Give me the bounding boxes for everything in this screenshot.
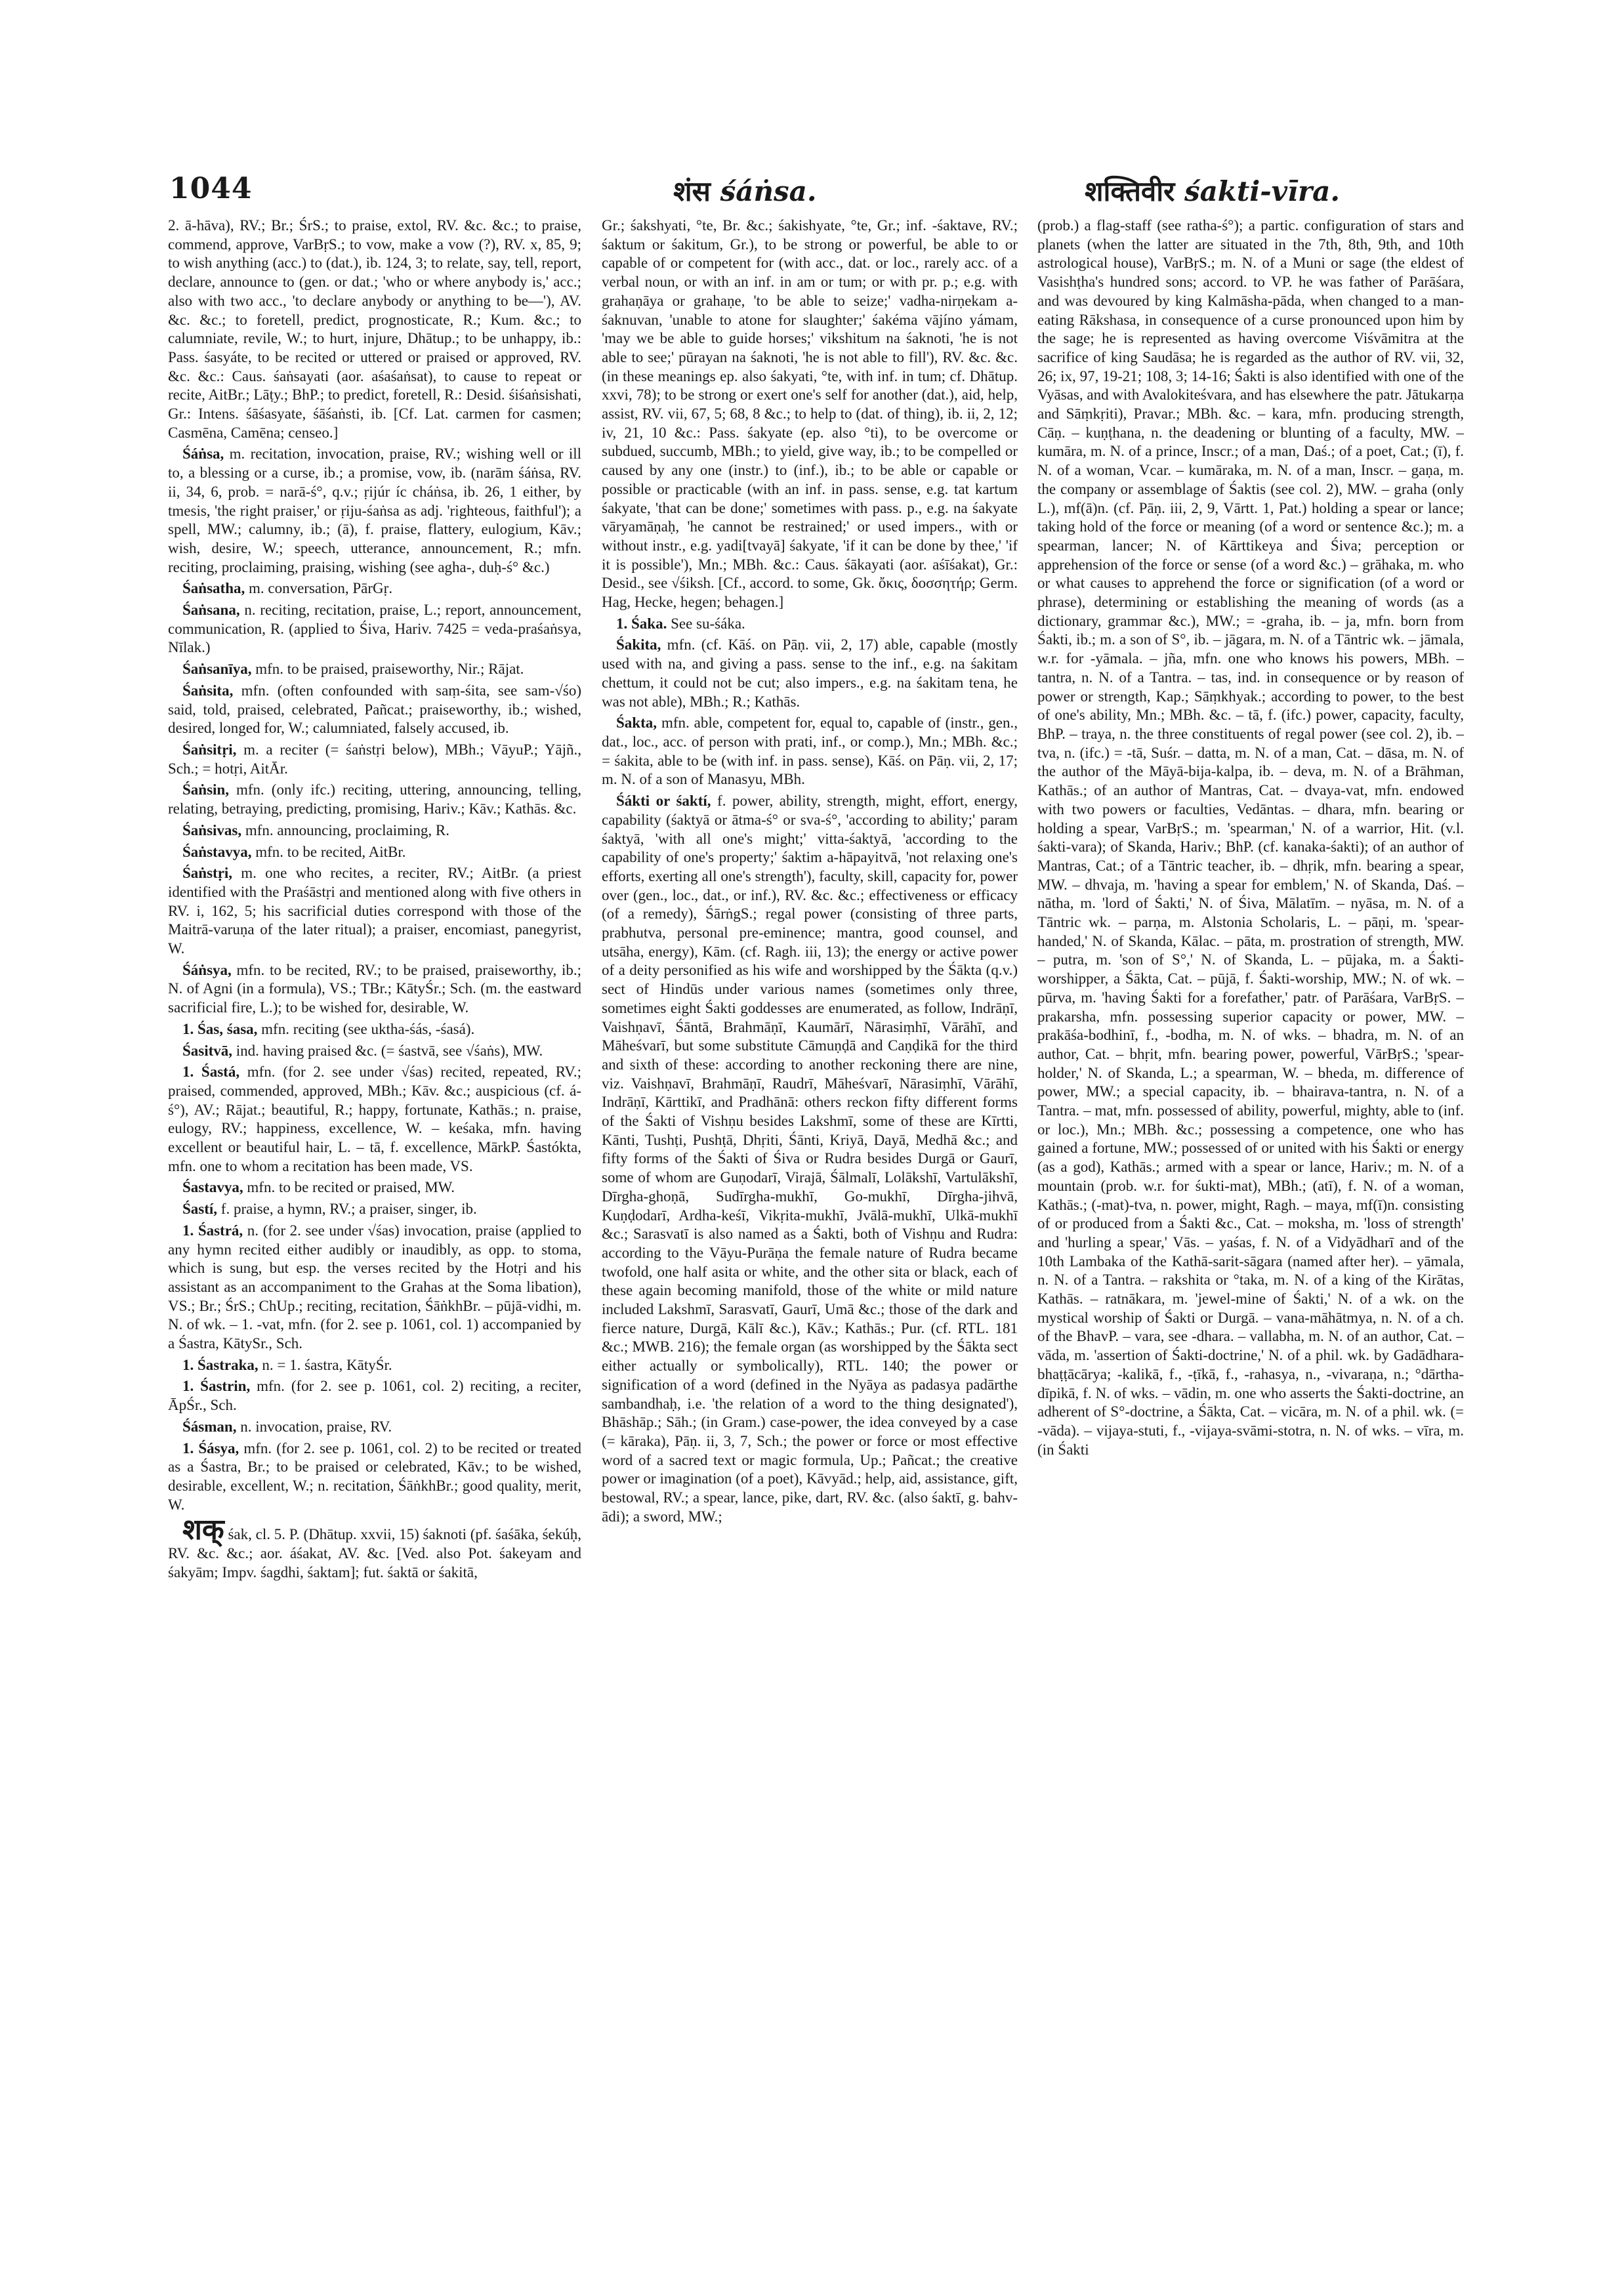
entry-text: n. = 1. śastra, KātyŚr. <box>258 1356 392 1373</box>
entry-text: f. power, ability, strength, might, effort, energy, capability (śaktyā or ātma-ś° or sva-ś°, 'according to ability;' param śaktyā, 'with all one's might;' vitta-śaktyā, 'according to the capability of one's property;' śaktim a-hāpayitvā, 'not relaxing one's efforts, exerting all one's strength'), faculty, skill, capacity for, power over (gen., loc., dat., or inf.), RV. &c. &c.; effectiveness or efficacy (of a remedy), ŚārṅgS.; regal power (consisting of three parts, prabhutva, personal pre-eminence; mantra, good counsel, and utsāha, energy), Kām. (cf. Ragh. iii, 13); the energy or active power of a deity personified as his wife and worshipped by the Śākta (q.v.) sect of Hindūs under various names (sometimes only three, sometimes eight Śakti goddesses are enumerated, as follow, Indrāṇī, Vaishṇavī, Śāntā, Brahmāṇī, Kaumārī, Nārasiṃhī, Vārāhī, and Māheśvarī, but some substitute Cāmuṇḍā and Caṇḍikā for the third and sixth of these: according to another reckoning there are nine, viz. Vaishṇavī, Brahmāṇī, Raudrī, Māheśvarī, Nārasiṃhī, Vārāhī, Indrāṇī, Kārttikī, and Pradhānā: others reckon fifty different forms of the Śakti of Vishṇu besides Lakshmī, some of these are Kīrtti, Kānti, Tushṭi, Pushṭā, Dhṛiti, Śānti, Kriyā, Dayā, Medhā &c.; and fifty forms of the Śakti of Śiva or Rudra besides Durgā or Gaurī, some of whom are Guṇodarī, Virajā, Śālmalī, Lolākshī, Vartulākshī, Dīrgha-ghoṇā, Sudīrgha-mukhī, Go-mukhī, Dīrgha-jihvā, Kuṇḍodarī, Ardha-keśī, Vikṛita-mukhī, Jvālā-mukhī, Ulkā-mukhī &c.; Sarasvatī is also named as a Śakti, both of Vishṇu and Rudra: according to the Vāyu-Purāṇa the female nature of Rudra became twofold, one half asita or white, and the other sita or black, each of these again becoming manifold, those of the white or mild nature included Lakshmī, Sarasvatī, Gaurī, Umā &c.; those of the dark and fierce nature, Durgā, Kālī &c.), Kāv.; Kathās.; Pur. (cf. RTL. 181 &c.; MWB. 216); the female organ (as worshipped by the Śākta sect either actually or symbolically), RTL. 140; the power or signification of a word (defined in the Nyāya as padasya padārthe sambandhaḥ, i.e. 'the relation of a word to the thing designated'), Bhāshāp.; Sāh.; (in Gram.) case-power, the idea conveyed by a case (= kāraka), Pāṇ. ii, 3, 7, Sch.; the power or force or most effective word of a sacred text or magic formula, Up.; Pañcat.; the creative power or imagination (of a poet), Kāvyād.; help, aid, assistance, gift, bestowal, RV.; a spear, lance, pike, dart, RV. &c. (also śaktī, g. bahv-ādi); a sword, MW.; <box>602 793 1018 1525</box>
continued-text <box>602 217 1018 612</box>
dictionary-entry <box>168 682 581 738</box>
headword: Śáṅsya, <box>182 961 232 978</box>
headword: Śaṅsitṛi, <box>182 741 237 758</box>
right-head-devanagari: शक्तिवीर <box>1085 175 1175 207</box>
column-2 <box>602 217 1018 2250</box>
dictionary-entry <box>168 445 581 577</box>
headword: Śaṅsivas, <box>182 821 242 838</box>
entry-text: m. recitation, invocation, praise, RV.; wishing well or ill to, a blessing or a curse, ib.; a promise, vow, ib. (narām śáṅsa, RV. ii, 34, 6, prob. = narā-ś°, q.v.; ṛijúr íc cháṅsa, ib. 26, 1 either, by tmesis, 'the right praiser,' or ṛiju-śaṅsa as adj. 'righteous, faithful'); a spell, MW.; calumny, ib.; (ā), f. praise, flattery, eulogium, Kāv.; wish, desire, W.; speech, utterance, announcement, R.; mfn. reciting, proclaiming, praising, wishing (see agha-, duḥ-ś° &c.) <box>168 445 581 575</box>
entry-text: mfn. reciting (see uktha-śás, -śasá). <box>257 1020 475 1037</box>
entry-text: (prob.) a flag-staff (see ratha-ś°); a partic. configuration of stars and planets (when the latter are situated in the 7th, 8th, 9th, and 10th astrological house), VarBṛS.; m. N. of a Muni or sage (the eldest of Vasishṭha's hundred sons; accord. to VP. he was father of Parāśara, and was devoured by king Kalmāsha-pāda, when changed to a man-eating Rākshasa, in consequence of a curse pronounced upon him by the sage; he is represented as having overcome Viśvāmitra at the sacrifice of king Saudāsa; he is regarded as the author of RV. vii, 32, 26; ix, 97, 19-21; 108, 3; 14-16; Śakti is also identified with one of the Vyāsas, and with Avalokiteśvara, and has elsewhere the patr. Jātukarṇa and Sāṃkṛiti), Pravar.; MBh. &c. – kara, mfn. producing strength, Cāṇ. – kuṇṭhana, n. the deadening or blunting of a faculty, MW. – kumāra, m. N. of a prince, Inscr.; of a man, Daś.; of a poet, Cat.; (ī), f. N. of a woman, Vcar. – kumāraka, m. N. of a man, Inscr. – gaṇa, m. the company or assemblage of Śaktis (see col. 2), MW. – graha (only L.), mf(ā)n. (cf. Pāṇ. iii, 2, 9, Vārtt. 1, Pat.) holding a spear or lance; taking hold of the force or meaning (of a word or sentence &c.); m. a spearman, lancer; N. of Kārttikeya and Śiva; perception or apprehension of the force or sense (of a word &c.) – grāhaka, m. who or what causes to apprehend the force or signification (of a word or phrase), determining or establishing the meaning of words (as a dictionary, grammar &c.), MW.; = -graha, ib. – ja, mfn. born from Śakti, ib.; m. a son of S°, ib. – jāgara, m. N. of a Tāntric wk. – jāmala, w.r. for -yāmala. – jña, mfn. one who knows his powers, MBh. – tantra, n. N. of a Tantra. – tas, ind. in consequence or by reason of power or strength, Kap.; Sāṃkhyak.; according to power, to the best of one's ability, Mn.; MBh. &c. – tā, f. (ifc.) power, capacity, faculty, BhP. – traya, n. the three constituents of regal power (see col. 2), ib. – tva, n. (ifc.) = -tā, Suśr. – datta, m. N. of a man, Cat. – dāsa, m. N. of the author of the Māyā-bija-kalpa, ib. – deva, m. N. of a Brāhman, Kathās.; of an author of Mantras, Cat. – dvaya-vat, mfn. endowed with two powers or faculties, Vedāntas. – dhara, mfn. bearing or holding a spear, VarBṛS.; m. 'spearman,' N. of a warrior, Hit. (v.l. śakti-vara); of Skanda, Hariv.; BhP. (cf. kanaka-śakti); of an author of Mantras, Cat.; of a Tāntric teacher, ib. – dhṛik, mfn. bearing a spear, MW. – dhvaja, m. 'having a spear for emblem,' N. of Skanda, Daś. – nātha, m. 'lord of Śakti,' N. of Śiva, Mālatīm. – nyāsa, m. N. of a Tāntric wk. – parṇa, m. Alstonia Scholaris, L. – pāṇi, m. 'spear-handed,' N. of Skanda, Kālac. – pāta, m. prostration of strength, MW. – putra, m. 'son of S°,' N. of Skanda, L. – pūjaka, m. a Śakti-worshipper, a Śākta, Cat. – pūjā, f. Śakti-worship, MW.; N. of wk. – pūrva, m. 'having Śakti for a forefather,' patr. of Parāśara, VarBṛS. – prakarsha, mfn. possessing superior capacity or power, MW. – prakāśa-bodhinī, f., -bodha, m. N. of wks. – bhadra, m. N. of an author, Cat. – bhṛit, mfn. bearing power, powerful, VārBṛS.; 'spear-holder,' N. of Skanda, L.; a spearman, W. – bheda, m. difference of power, MW.; a special capacity, ib. – bhairava-tantra, n. N. of a Tantra. – mat, mfn. possessed of ability, powerful, mighty, able to (inf. or loc.), Mn.; MBh. &c.; possessing a competence, one who has gained a fortune, MW.; possessed of or united with his Śakti or energy (as a god), Kathās.; armed with a spear or lance, Hariv.; m. N. of a mountain (prob. w.r. for śukti-mat), MBh.; (atī), f. N. of a woman, Kathās.; (-mat)-tva, n. power, might, Ragh. – maya, mf(ī)n. consisting of or produced from a Śakti &c., Cat. – moksha, m. 'loss of strength' and 'hurling a spear,' Vās. – yaśas, f. N. of a Vidyādharī and of the 10th Lambaka of the Kathā-sarit-sāgara (named after her). – yāmala, n. N. of a Tantra. – rakshita or °taka, m. N. of a king of the Kirātas, Kathās. – ratnākara, m. 'jewel-mine of Śakti,' N. of a wk. on the mystical worship of Śakti or Durgā. – vana-māhātmya, n. N. of a ch. of the BhavP. – vara, see -dhara. – vallabha, m. N. of an author, Cat. – vāda, m. 'assertion of Śakti-doctrine,' N. of a phil. wk. by Gadādhara-bhaṭṭācārya; -kalikā, f., -ṭīkā, f., -rahasya, n., -vivaraṇa, n.; °dārtha-dīpikā, f. N. of wks. – vādin, m. one who asserts the Śakti-doctrine, an adherent of S°-doctrine, a Śākta, Cat. – vicāra, m. N. of a phil. wk. (= -vāda). – vijaya-stuti, f., -vijaya-svāmi-stotra, n. N. of wks. – vīra, m. (in Śakti <box>1037 217 1464 1458</box>
entry-text: mfn. to be recited, AitBr. <box>251 843 406 860</box>
dictionary-entry <box>168 961 581 1018</box>
headword: 1. Śastá, <box>182 1064 240 1081</box>
right-running-head <box>1085 172 1340 209</box>
dictionary-entry <box>168 821 581 840</box>
entry-text: See su-śáka. <box>667 615 745 632</box>
dictionary-entry <box>168 741 581 778</box>
entry-text: Gr.; śakshyati, °te, Br. &c.; śakishyate, °te, Gr.; inf. -śaktave, RV.; śaktum or śakitum, Gr.), to be strong or powerful, be able to or capable of or competent for (with acc., dat. or loc., rarely acc. of a verbal noun, or with an inf. in am or tum; or with pr. p.; e.g. with grahaṇāya or grahaṇe, 'to be able to seize;' vadha-nirṇekam a-śaknuvan, 'unable to atone for slaughter;' śakéma vājíno yámam, 'may we be able to guide horses;' vikshitum na śaknoti, 'he is not able to see;' pūrayan na śaknoti, 'he is not able to fill'), RV. &c. &c. (in these meanings ep. also śakyati, °te, with inf. in tum; cf. Dhātup. xxvi, 78); to be strong or exert one's self for another (dat.), aid, help, assist, RV. vii, 67, 5; 68, 8 &c.; to help to (dat. of thing), ib. ii, 2, 12; iv, 21, 10 &c.: Pass. śakyate (ep. also °ti), to be overcome or subdued, succumb, MBh.; to yield, give way, ib.; to be compelled or caused by any one (instr.) to (inf.), ib.; to be able or capable or possible or practicable (with an inf. in pass. sense, e.g. tat kartum śakyate, 'that can be done;' sometimes with pass. p., e.g. na śakyate vāryamāṇaḥ, 'he cannot be restrained;' or used impers., with or without instr., e.g. yadi[tvayā] śakyate, 'if it can be done by thee,' 'if it is possible'), Mn.; MBh. &c.: Caus. śākayati (aor. aśīśakat), Gr.: Desid., see √śiksh. [Cf., accord. to some, Gk. ὄκις, δοσσητήρ; Germ. Hag, Hecke, hegen; behagen.] <box>602 217 1018 611</box>
entry-text: m. conversation, PārGṛ. <box>245 580 393 597</box>
dictionary-entry <box>168 1439 581 1515</box>
dictionary-entry <box>602 792 1018 1526</box>
headword: 1. Śásya, <box>182 1439 239 1457</box>
dictionary-entry <box>168 660 581 679</box>
headword: Śaṅsanīya, <box>182 661 252 678</box>
dictionary-entry <box>168 1178 581 1197</box>
dictionary-entry <box>168 781 581 818</box>
entry-text: m. a reciter (= śaṅstṛi below), MBh.; VāyuP.; Yājñ., Sch.; = hotṛi, AitĀr. <box>168 741 581 777</box>
dictionary-entry <box>602 714 1018 789</box>
dictionary-entry <box>168 1514 581 1582</box>
headword: Śasitvā, <box>182 1042 233 1059</box>
column-3 <box>1037 217 1464 2250</box>
entry-text: mfn. to be praised, praiseworthy, Nir.; Rājat. <box>251 661 524 678</box>
dictionary-entry <box>168 1377 581 1415</box>
dictionary-entry <box>168 601 581 657</box>
entry-text: mfn. (for 2. see p. 1061, col. 2) to be recited or treated as a Śastra, Br.; to be praised or celebrated, Kāv.; to be wished, desirable, excellent, W.; n. recitation, ŚāṅkhBr.; good quality, merit, W. <box>168 1439 581 1513</box>
entry-text: mfn. (often confounded with saṃ-śita, see sam-√śo) said, told, praised, celebrated, Pañcat.; praiseworthy, ib.; wished, desired, longed for, W.; calumniated, falsely accused, ib. <box>168 682 581 737</box>
entry-text: 2. ā-hāva), RV.; Br.; ŚrS.; to praise, extol, RV. &c. &c.; to praise, commend, approve, VarBṛS.; to vow, make a vow (?), RV. x, 85, 9; to wish anything (acc.) to (dat.), ib. 124, 3; to relate, say, tell, report, declare, announce to (gen. or dat.; 'who or where anybody is,' acc.; also with two acc., 'to declare anybody or anything to be—'), AV. &c. &c.; to foretell, predict, prognosticate, R.; Kum. &c.; to calumniate, revile, W.; to hurt, injure, Dhātup.; to be unhappy, ib.: Pass. śasyáte, to be recited or uttered or praised or approved, RV. &c. &c.: Caus. śaṅsayati (aor. aśaśaṅsat), to cause to repeat or recite, AitBr.; Lāṭy.; BhP.; to predict, foretell, R.: Desid. śiśaṅsishati, Gr.: Intens. śāśasyate, śāśaṅsti, ib. [Cf. Lat. carmen for casmen; Casmēna, Camēna; censeo.] <box>168 217 581 441</box>
headword: Śáṅsa, <box>182 445 224 463</box>
dictionary-entry <box>168 864 581 959</box>
headword: शक् <box>182 1514 224 1546</box>
headword: Śaṅsatha, <box>182 580 245 597</box>
headword: 1. Śaka. <box>616 615 667 632</box>
headword: Śastí, <box>182 1201 218 1218</box>
dictionary-entry <box>168 1042 581 1061</box>
headword: Śaṅstavya, <box>182 843 252 860</box>
entry-text: mfn. to be recited, RV.; to be praised, praiseworthy, ib.; N. of Agni (in a formula), VS.; TBr.; KātyŚr.; Sch. (m. the eastward sacrificial fire, L.); to be wished for, desirable, W. <box>168 961 581 1016</box>
entry-text: mfn. able, competent for, equal to, capable of (instr., gen., dat., loc., acc. of person with prati, inf., or comp.), Mn.; MBh. &c.; = śakita, able to be (with inf. in pass. sense), Kāś. on Pāṇ. vii, 2, 17; m. N. of a son of Manasyu, MBh. <box>602 714 1018 788</box>
headword: Śaṅsita, <box>182 682 234 699</box>
left-head-roman: śáṅsa. <box>720 175 817 207</box>
headword: Śaṅstṛi, <box>182 865 233 882</box>
entry-text: mfn. (for 2. see under √śas) recited, repeated, RV.; praised, commended, approved, MBh.; Kāv. &c.; auspicious (cf. á-ś°), AV.; Rājat.; beautiful, R.; happy, fortunate, Kathās.; n. praise, eulogy, RV.; happiness, excellence, W. – keśaka, mfn. having excellent or beautiful hair, L. – tā, f. excellence, MārkP. Śastókta, mfn. one to whom a recitation has been made, VS. <box>168 1064 581 1174</box>
entry-text: śak, cl. 5. P. (Dhātup. xxvii, 15) śaknoti (pf. śaśāka, śekúḥ, RV. &c. &c.; aor. áśakat, AV. &c. [Ved. also Pot. śakeyam and śakyām; Impv. śagdhi, śaktam]; fut. śaktā or śakitā, <box>168 1526 581 1581</box>
dictionary-entry <box>168 579 581 598</box>
page-header <box>169 172 1462 211</box>
entry-text: mfn. to be recited or praised, MW. <box>243 1179 455 1196</box>
dictionary-entry <box>602 636 1018 711</box>
dictionary-entry <box>168 1356 581 1375</box>
headword: Śakita, <box>616 636 661 653</box>
dictionary-entry <box>168 1222 581 1354</box>
dictionary-entry <box>168 1200 581 1219</box>
headword: Śásman, <box>182 1418 237 1435</box>
entry-text: m. one who recites, a reciter, RV.; AitBr. (a priest identified with the Praśāstṛi and mentioned along with five others in RV. i, 162, 5; his sacrificial duties correspond with those of the Maitrā-varuṇa of the later ritual); a praiser, encomiast, panegyrist, W. <box>168 865 581 957</box>
entry-text: n. invocation, praise, RV. <box>236 1418 392 1435</box>
entry-text: n. (for 2. see under √śas) invocation, praise (applied to any hymn recited either audibly or inaudibly, as opp. to stoma, which is sung, but esp. the verses recited by the Hotṛi and his assistant as an accompaniment to the Grahas at the Soma libation), VS.; Br.; ŚrS.; ChUp.; reciting, recitation, ŚāṅkhBr. – pūjā-vidhi, m. N. of wk. – 1. -vat, mfn. (for 2. see p. 1061, col. 1) accompanied by a Śastra, KātySr., Sch. <box>168 1222 581 1352</box>
right-head-roman: śakti-vīra. <box>1184 175 1341 207</box>
dictionary-entry <box>602 615 1018 634</box>
entry-text: mfn. (only ifc.) reciting, uttering, announcing, telling, relating, betraying, predicting, promising, Hariv.; Kāv.; Kathās. &c. <box>168 781 581 817</box>
entry-text: n. reciting, recitation, praise, L.; report, announcement, communication, R. (applied to Śiva, Hariv. 7425 = veda-praśaṅsya, Nīlak.) <box>168 602 581 656</box>
headword: Śastavya, <box>182 1179 243 1196</box>
continued-text <box>1037 217 1464 1459</box>
headword: 1. Śastraka, <box>182 1356 259 1373</box>
headword: Śakta, <box>616 714 657 732</box>
headword: 1. Śas, śasa, <box>182 1020 258 1037</box>
left-running-head <box>673 172 816 209</box>
column-1 <box>168 217 581 2250</box>
dictionary-entry <box>168 1020 581 1039</box>
headword: Śákti or śaktí, <box>616 793 711 810</box>
dictionary-entry <box>168 1063 581 1176</box>
entry-text: ind. having praised &c. (= śastvā, see √śaṅs), MW. <box>232 1042 543 1059</box>
entry-text: mfn. announcing, proclaiming, R. <box>241 821 449 838</box>
entry-text: mfn. (for 2. see p. 1061, col. 2) reciting, a reciter, ĀpŚr., Sch. <box>168 1378 581 1414</box>
continued-text <box>168 217 581 442</box>
headword: Śaṅsana, <box>182 602 240 619</box>
headword: 1. Śastrá, <box>182 1222 243 1239</box>
headword: 1. Śastrin, <box>182 1378 251 1395</box>
dictionary-entry <box>168 1418 581 1437</box>
entry-text: f. praise, a hymn, RV.; a praiser, singer, ib. <box>217 1201 477 1218</box>
entry-text: mfn. (cf. Kāś. on Pāṇ. vii, 2, 17) able, capable (mostly used with na, and giving a pass. sense to the inf., e.g. na śakitam chettum, it could not be cut; also impers., e.g. na śakitam tena, he was not able), MBh.; R.; Kathās. <box>602 636 1018 710</box>
page-number: 1044 <box>169 172 253 205</box>
left-head-devanagari: शंस <box>673 175 711 207</box>
headword: Śaṅsin, <box>182 781 229 798</box>
dictionary-entry <box>168 843 581 862</box>
